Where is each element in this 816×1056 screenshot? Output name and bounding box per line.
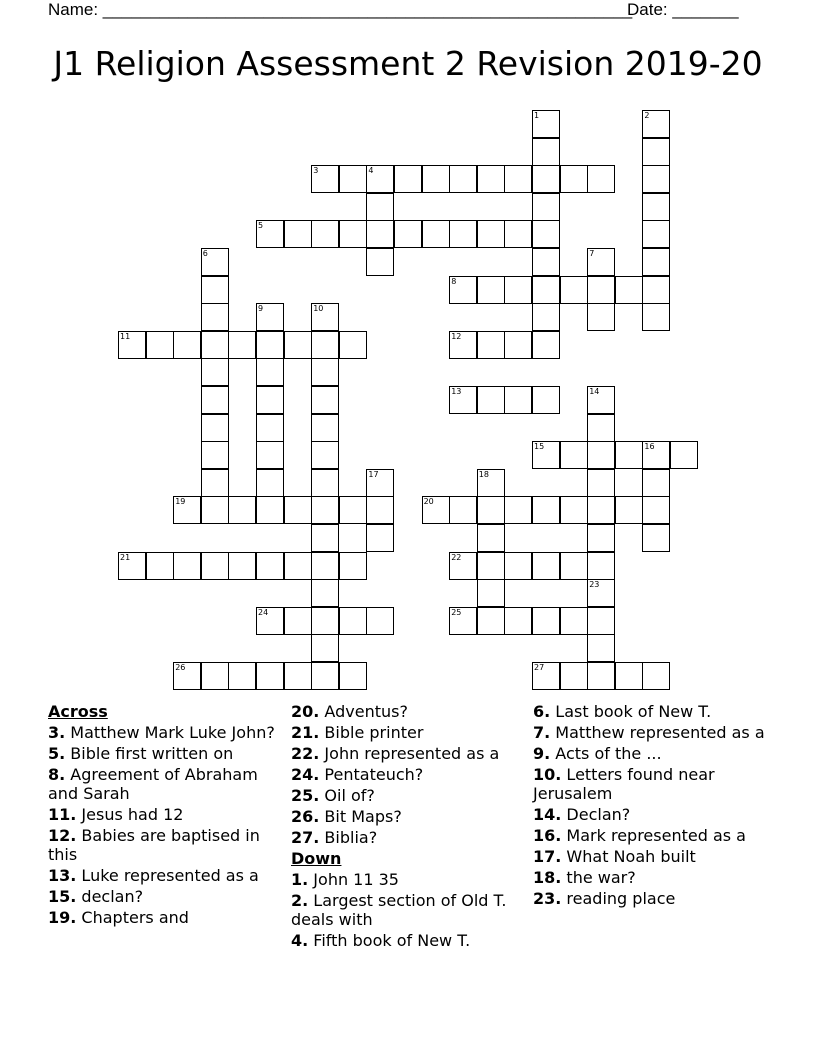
crossword-cell[interactable]: [201, 303, 229, 331]
crossword-cell[interactable]: [532, 496, 560, 524]
crossword-cell[interactable]: [366, 524, 394, 552]
crossword-cell[interactable]: [587, 441, 615, 469]
cell-number: 4: [368, 166, 374, 176]
crossword-cell[interactable]: [311, 165, 339, 193]
crossword-cell[interactable]: [587, 386, 615, 414]
crossword-cell[interactable]: [642, 441, 670, 469]
clue-number: 25.: [291, 786, 320, 805]
date-field[interactable]: Date: _______: [627, 0, 739, 19]
cell-number: 5: [258, 221, 264, 231]
crossword-cell[interactable]: [587, 414, 615, 442]
crossword-cell[interactable]: [560, 276, 588, 304]
clue-number: 1.: [291, 870, 309, 889]
clue-item: [291, 723, 523, 742]
clue-number: 12.: [48, 826, 77, 845]
crossword-cell[interactable]: [642, 138, 670, 166]
clue-item: [291, 870, 523, 889]
crossword-cell[interactable]: [284, 220, 312, 248]
crossword-cell[interactable]: [642, 165, 670, 193]
clue-number: 8.: [48, 765, 66, 784]
clue-number: 21.: [291, 723, 320, 742]
clue-text: Babies are baptised in this: [48, 826, 260, 864]
crossword-cell[interactable]: [560, 165, 588, 193]
crossword-cell[interactable]: [532, 662, 560, 690]
crossword-cell[interactable]: [477, 579, 505, 607]
name-field[interactable]: Name: ________________________________________________________: [48, 0, 633, 19]
crossword-cell[interactable]: [228, 552, 256, 580]
crossword-cell[interactable]: [587, 579, 615, 607]
clue-item: [533, 868, 765, 887]
cell-number: 27: [534, 663, 545, 672]
crossword-cell[interactable]: [532, 138, 560, 166]
clue-text: Jesus had 12: [76, 805, 184, 824]
crossword-cell[interactable]: [477, 220, 505, 248]
cell-number: 10: [313, 304, 324, 314]
cell-number: 26: [175, 663, 186, 672]
crossword-cell[interactable]: [504, 331, 532, 359]
crossword-cell[interactable]: [532, 552, 560, 580]
crossword-cell[interactable]: [256, 441, 284, 469]
clue-text: Luke represented as a: [76, 866, 259, 885]
clue-number: 11.: [48, 805, 77, 824]
clue-text: Acts of the ...: [550, 744, 662, 763]
crossword-cell[interactable]: [587, 303, 615, 331]
crossword-cell[interactable]: [366, 193, 394, 221]
clue-text: Last book of New T.: [550, 702, 712, 721]
clue-item: [48, 723, 280, 742]
crossword-cell[interactable]: [256, 220, 284, 248]
crossword-cell[interactable]: [477, 469, 505, 497]
clue-item: [533, 702, 765, 721]
crossword-cell[interactable]: [311, 469, 339, 497]
crossword-cell[interactable]: [201, 552, 229, 580]
crossword-cell[interactable]: [670, 441, 698, 469]
crossword-cell[interactable]: [560, 441, 588, 469]
clue-item: [48, 765, 280, 803]
clue-number: 10.: [533, 765, 562, 784]
crossword-cell[interactable]: [339, 496, 367, 524]
crossword-cell[interactable]: [118, 552, 146, 580]
crossword-cell[interactable]: [173, 331, 201, 359]
clue-text: Fifth book of New T.: [308, 931, 471, 950]
crossword-cell[interactable]: [366, 220, 394, 248]
clue-item: [48, 744, 280, 763]
clue-number: 23.: [533, 889, 562, 908]
crossword-cell[interactable]: [284, 607, 312, 635]
crossword-cell[interactable]: [449, 220, 477, 248]
crossword-cell[interactable]: [173, 496, 201, 524]
clue-text: Pentateuch?: [319, 765, 424, 784]
clue-item: [533, 723, 765, 742]
crossword-cell[interactable]: [449, 276, 477, 304]
crossword-cell[interactable]: [504, 165, 532, 193]
crossword-cell[interactable]: [615, 276, 643, 304]
crossword-cell[interactable]: [201, 469, 229, 497]
crossword-cell[interactable]: [587, 248, 615, 276]
clue-column-1: [48, 702, 280, 929]
cell-number: 9: [258, 304, 264, 314]
crossword-cell[interactable]: [311, 331, 339, 359]
crossword-cell[interactable]: [339, 331, 367, 359]
cell-number: 6: [202, 249, 208, 258]
crossword-cell[interactable]: [477, 331, 505, 359]
section-heading: Across: [48, 702, 108, 721]
clue-text: reading place: [561, 889, 676, 908]
crossword-cell[interactable]: [201, 386, 229, 414]
crossword-cell[interactable]: [504, 220, 532, 248]
crossword-cell[interactable]: [311, 441, 339, 469]
crossword-cell[interactable]: [201, 441, 229, 469]
crossword-cell[interactable]: [394, 220, 422, 248]
clue-number: 3.: [48, 723, 66, 742]
crossword-cell[interactable]: [256, 303, 284, 331]
clue-item: [291, 786, 523, 805]
cell-number: 25: [451, 607, 462, 617]
crossword-cell[interactable]: [366, 607, 394, 635]
crossword-cell[interactable]: [311, 220, 339, 248]
cell-number: 13: [451, 387, 462, 396]
clue-item: [533, 765, 765, 803]
clue-column-2: [291, 702, 523, 952]
clue-number: 13.: [48, 866, 77, 885]
clue-number: 16.: [533, 826, 562, 845]
crossword-cell[interactable]: [256, 607, 284, 635]
clue-item: [291, 931, 523, 950]
crossword-cell[interactable]: [477, 607, 505, 635]
clue-number: 9.: [533, 744, 551, 763]
clue-text: the war?: [561, 868, 636, 887]
crossword-cell[interactable]: [642, 193, 670, 221]
clue-item: [291, 891, 523, 929]
crossword-cell[interactable]: [284, 662, 312, 690]
clue-text: Chapters and: [76, 908, 189, 927]
crossword-cell[interactable]: [477, 276, 505, 304]
clue-item: [48, 826, 280, 864]
crossword-cell[interactable]: [256, 414, 284, 442]
clue-number: 18.: [533, 868, 562, 887]
crossword-cell[interactable]: [587, 165, 615, 193]
crossword-cell[interactable]: [532, 193, 560, 221]
clue-number: 2.: [291, 891, 309, 910]
clue-item: [48, 908, 280, 927]
cell-number: 19: [175, 497, 186, 507]
clue-text: Largest section of Old T. deals with: [291, 891, 507, 929]
clue-text: declan?: [76, 887, 144, 906]
crossword-cell[interactable]: [504, 276, 532, 304]
cell-number: 8: [451, 276, 457, 286]
crossword-cell[interactable]: [449, 386, 477, 414]
clue-number: 26.: [291, 807, 320, 826]
clue-item: [291, 765, 523, 784]
clue-number: 6.: [533, 702, 551, 721]
cell-number: 12: [451, 331, 462, 341]
crossword-cell[interactable]: [366, 469, 394, 497]
crossword-cell[interactable]: [311, 662, 339, 690]
crossword-cell[interactable]: [339, 165, 367, 193]
clue-text: Bible printer: [319, 723, 424, 742]
crossword-cell[interactable]: [422, 496, 450, 524]
crossword-cell[interactable]: [532, 276, 560, 304]
crossword-cell[interactable]: [201, 248, 229, 276]
clue-item: [291, 807, 523, 826]
crossword-cell[interactable]: [339, 662, 367, 690]
crossword-cell[interactable]: [449, 552, 477, 580]
clue-number: 22.: [291, 744, 320, 763]
crossword-cell[interactable]: [284, 331, 312, 359]
crossword-cell[interactable]: [532, 110, 560, 138]
section-heading: Down: [291, 849, 342, 868]
clue-item: [533, 805, 765, 824]
crossword-cell[interactable]: [642, 276, 670, 304]
clue-number: 5.: [48, 744, 66, 763]
crossword-cell[interactable]: [477, 524, 505, 552]
crossword-cell[interactable]: [504, 496, 532, 524]
clue-number: 27.: [291, 828, 320, 847]
crossword-cell[interactable]: [366, 165, 394, 193]
crossword-cell[interactable]: [311, 358, 339, 386]
crossword-cell[interactable]: [256, 662, 284, 690]
crossword-cell[interactable]: [311, 496, 339, 524]
crossword-cell[interactable]: [615, 662, 643, 690]
page-title: J1 Religion Assessment 2 Revision 2019-20: [53, 44, 763, 83]
cell-number: 1: [534, 111, 540, 120]
crossword-cell[interactable]: [228, 331, 256, 359]
crossword-cell[interactable]: [339, 607, 367, 635]
crossword-cell[interactable]: [339, 220, 367, 248]
crossword-cell[interactable]: [118, 331, 146, 359]
crossword-cell[interactable]: [311, 386, 339, 414]
cell-number: 21: [120, 552, 131, 562]
cell-number: 2: [644, 111, 650, 120]
crossword-cell[interactable]: [339, 552, 367, 580]
crossword-cell[interactable]: [532, 441, 560, 469]
cell-number: 18: [478, 469, 489, 479]
crossword-cell[interactable]: [532, 386, 560, 414]
crossword-cell[interactable]: [394, 165, 422, 193]
crossword-cell[interactable]: [587, 469, 615, 497]
clue-item: [533, 889, 765, 908]
crossword-cell[interactable]: [201, 276, 229, 304]
crossword-cell[interactable]: [256, 386, 284, 414]
cell-number: 7: [589, 249, 595, 258]
clue-item: [291, 744, 523, 763]
clue-item: [533, 744, 765, 763]
clue-number: 14.: [533, 805, 562, 824]
crossword-cell[interactable]: [587, 634, 615, 662]
crossword-cell[interactable]: [256, 331, 284, 359]
crossword-cell[interactable]: [311, 303, 339, 331]
crossword-cell[interactable]: [587, 552, 615, 580]
crossword-cell[interactable]: [256, 552, 284, 580]
clue-text: Matthew Mark Luke John?: [65, 723, 275, 742]
clue-text: Agreement of Abraham and Sarah: [48, 765, 258, 803]
clue-text: John 11 35: [308, 870, 399, 889]
crossword-cell[interactable]: [532, 248, 560, 276]
clue-item: [291, 828, 523, 847]
crossword-cell[interactable]: [201, 662, 229, 690]
clue-number: 15.: [48, 887, 77, 906]
cell-number: 3: [313, 166, 319, 176]
crossword-cell[interactable]: [477, 496, 505, 524]
clue-item: [533, 826, 765, 845]
crossword-cell[interactable]: [587, 607, 615, 635]
clue-text: Oil of?: [319, 786, 375, 805]
cell-number: 15: [534, 442, 545, 452]
crossword-cell[interactable]: [642, 496, 670, 524]
crossword-cell[interactable]: [532, 165, 560, 193]
crossword-cell[interactable]: [146, 552, 174, 580]
crossword-cell[interactable]: [201, 496, 229, 524]
crossword-cell[interactable]: [532, 220, 560, 248]
clue-number: 19.: [48, 908, 77, 927]
crossword-cell[interactable]: [256, 469, 284, 497]
cell-number: 16: [644, 442, 655, 452]
crossword-cell[interactable]: [311, 634, 339, 662]
crossword-cell[interactable]: [173, 552, 201, 580]
crossword-cell[interactable]: [587, 496, 615, 524]
crossword-cell[interactable]: [560, 496, 588, 524]
crossword-cell[interactable]: [311, 524, 339, 552]
crossword-cell[interactable]: [504, 386, 532, 414]
crossword-cell[interactable]: [532, 331, 560, 359]
crossword-cell[interactable]: [642, 303, 670, 331]
crossword-cell[interactable]: [504, 552, 532, 580]
clue-column-3: [533, 702, 765, 910]
clue-text: Declan?: [561, 805, 631, 824]
crossword-cell[interactable]: [477, 165, 505, 193]
crossword-cell[interactable]: [642, 220, 670, 248]
crossword-cell[interactable]: [284, 552, 312, 580]
cell-number: 14: [589, 387, 600, 396]
crossword-cell[interactable]: [284, 496, 312, 524]
crossword-cell[interactable]: [201, 414, 229, 442]
crossword-cell[interactable]: [422, 220, 450, 248]
crossword-cell[interactable]: [449, 607, 477, 635]
clue-text: What Noah built: [561, 847, 696, 866]
crossword-cell[interactable]: [504, 607, 532, 635]
crossword-cell[interactable]: [642, 248, 670, 276]
clue-text: Bit Maps?: [319, 807, 402, 826]
crossword-cell[interactable]: [477, 552, 505, 580]
crossword-cell[interactable]: [532, 303, 560, 331]
clue-text: Matthew represented as a: [550, 723, 765, 742]
cell-number: 17: [368, 469, 379, 479]
crossword-cell[interactable]: [477, 386, 505, 414]
crossword-cell[interactable]: [532, 607, 560, 635]
crossword-cell[interactable]: [642, 110, 670, 138]
clue-text: Letters found near Jerusalem: [533, 765, 715, 803]
clue-number: 4.: [291, 931, 309, 950]
crossword-cell[interactable]: [422, 165, 450, 193]
crossword-cell[interactable]: [201, 331, 229, 359]
crossword-cell[interactable]: [587, 524, 615, 552]
crossword-cell[interactable]: [560, 552, 588, 580]
clue-item: [291, 702, 523, 721]
cell-number: 22: [451, 552, 462, 562]
clue-item: [48, 887, 280, 906]
crossword-cell[interactable]: [311, 607, 339, 635]
clue-text: Mark represented as a: [561, 826, 746, 845]
crossword-cell[interactable]: [228, 496, 256, 524]
crossword-cell[interactable]: [311, 579, 339, 607]
clue-text: John represented as a: [319, 744, 500, 763]
cell-number: 20: [423, 497, 434, 507]
clue-text: Adventus?: [319, 702, 408, 721]
crossword-cell[interactable]: [587, 662, 615, 690]
crossword-cell[interactable]: [560, 662, 588, 690]
clue-text: Bible first written on: [65, 744, 234, 763]
cell-number: 11: [120, 331, 131, 341]
crossword-cell[interactable]: [642, 469, 670, 497]
crossword-cell[interactable]: [366, 248, 394, 276]
crossword-cell[interactable]: [256, 496, 284, 524]
clue-item: [533, 847, 765, 866]
crossword-cell[interactable]: [311, 552, 339, 580]
crossword-cell[interactable]: [366, 496, 394, 524]
clue-number: 20.: [291, 702, 320, 721]
crossword-cell[interactable]: [449, 165, 477, 193]
clue-number: 7.: [533, 723, 551, 742]
crossword-cell[interactable]: [449, 496, 477, 524]
crossword-cell[interactable]: [256, 358, 284, 386]
cell-number: 23: [589, 580, 600, 590]
clue-text: Biblia?: [319, 828, 378, 847]
crossword-cell[interactable]: [642, 524, 670, 552]
crossword-cell[interactable]: [201, 358, 229, 386]
crossword-cell[interactable]: [146, 331, 174, 359]
crossword-cell[interactable]: [449, 331, 477, 359]
crossword-cell[interactable]: [615, 496, 643, 524]
crossword-cell[interactable]: [173, 662, 201, 690]
crossword-cell[interactable]: [587, 276, 615, 304]
clue-item: [48, 866, 280, 885]
crossword-cell[interactable]: [228, 662, 256, 690]
clue-number: 24.: [291, 765, 320, 784]
clue-item: [48, 805, 280, 824]
cell-number: 24: [258, 607, 269, 617]
crossword-cell[interactable]: [311, 414, 339, 442]
clue-number: 17.: [533, 847, 562, 866]
crossword-cell[interactable]: [615, 441, 643, 469]
crossword-cell[interactable]: [560, 607, 588, 635]
crossword-cell[interactable]: [642, 662, 670, 690]
